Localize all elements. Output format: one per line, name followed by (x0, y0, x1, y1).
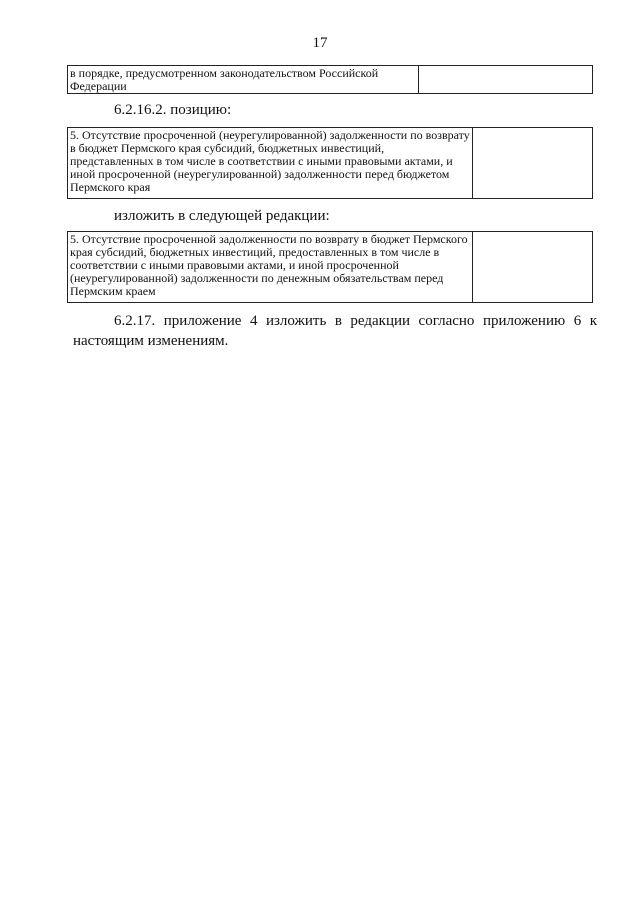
table-fragment-old-position (67, 127, 593, 199)
table-cell-text: в порядке, предусмотренном законодательством Российской Федерации (68, 66, 419, 93)
table-cell-empty (473, 232, 592, 302)
paragraph-new-edition-heading: изложить в следующей редакции: (114, 208, 330, 224)
page-number: 17 (312, 35, 328, 51)
paragraph-appendix-change: 6.2.17. приложение 4 изложить в редакции согласно приложению 6 к настоящим изменениям. (73, 313, 597, 349)
table-cell-empty (419, 66, 592, 93)
table-cell-empty (473, 128, 592, 198)
table-fragment-continuation (67, 65, 593, 94)
table-cell-text: 5. Отсутствие просроченной задолженности по возврату в бюджет Пермского края субсидий, бюджетных инвестиций, предоставленных в том числе в соответствии с иными правовыми актами, и иной просроченной (неурегулированной) задолженности по денежным обязательствам перед Пермским краем (68, 232, 473, 302)
paragraph-position-heading: 6.2.16.2. позицию: (114, 102, 232, 118)
table-cell-text: 5. Отсутствие просроченной (неурегулированной) задолженности по возврату в бюджет Пермского края субсидий, бюджетных инвестиций, представленных в том числе в соответствии с иными правовыми актами, и иной просроченной (неурегулированной) задолженности перед бюджетом Пермского края (68, 128, 473, 198)
table-fragment-new-position (67, 231, 593, 303)
